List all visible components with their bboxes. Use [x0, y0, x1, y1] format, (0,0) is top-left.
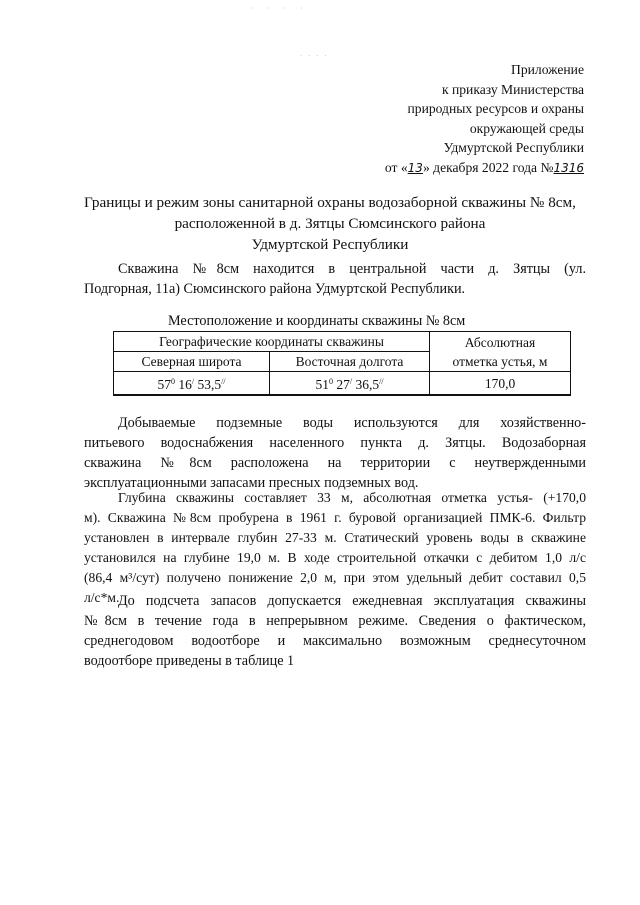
- header-geo-coords: Географические координаты скважины: [114, 332, 430, 352]
- table-caption: Местоположение и координаты скважины № 8см: [168, 313, 466, 329]
- paragraph-operation: До подсчета запасов допускается ежедневная эксплуатация скважины №8см в течение года в непрерывном режиме. Сведения о фактическом, среднегодовом водоотборе и максимально возможным среднесуточном водоотборе приведены в таблице 1: [84, 593, 586, 669]
- annex-line: окружающей среды: [469, 120, 584, 136]
- header-abs-mark: Абсолютная отметка устья, м: [430, 332, 571, 372]
- cell-abs-mark: 170,0: [430, 372, 571, 396]
- handwritten-order-number: 1316: [553, 160, 584, 175]
- scan-artifact: · · · ·: [250, 4, 309, 13]
- handwritten-day: 13: [407, 160, 423, 175]
- paragraph-well-depth: Глубина скважины составляет 33 м, абсолютная отметка устья- (+170,0 м). Скважина №8см пробурена в 1961 г. буровой организацией ПМК-6. Фильтр установлен в интервале глубин 27-33 м. Статический уровень воды в скважине установился на глубине 19,0 м. В ходе строительной откачки с дебитом 1,0 л/с (86,4 м³/сут) получено понижение 2,0 м, при этом удельный дебит составил 0,5 л/с*м.: [84, 490, 586, 605]
- annex-header: [385, 60, 584, 178]
- coordinates-table: [113, 331, 571, 396]
- annex-line: Приложение: [511, 62, 584, 77]
- header-north-latitude: Северная широта: [114, 352, 270, 372]
- annex-line: к приказу Министерства: [441, 81, 584, 97]
- cell-east-longitude: $51^0$ 27/ 36,5//: [270, 372, 430, 396]
- paragraph-water-use: Добываемые подземные воды используются для хозяйственно- питьевого водоснабжения населенного пункта д. Зятцы. Водозаборная скважина №8см расположена на территории с неутвержденными эксплуатационными запасами пресных подземных вод.: [84, 415, 586, 491]
- cell-north-latitude: $57^0$ 16/ 53,5//: [114, 372, 270, 396]
- annex-line: природных ресурсов и охраны: [407, 101, 584, 116]
- document-title: Границы и режим зоны санитарной охраны водозаборной скважины № 8см, расположенной в д. Зятцы Сюмсинского района Удмуртской Республики: [84, 194, 576, 253]
- annex-line: Удмуртской Республики: [443, 140, 584, 155]
- paragraph-location: Скважина №8см находится в центральной части д. Зятцы (ул. Подгорная, 11а) Сюмсинского района Удмуртской Республики.: [84, 261, 586, 297]
- header-east-longitude: Восточная долгота: [270, 352, 430, 372]
- scan-artifact: · · · ·: [300, 52, 329, 60]
- annex-date-line: от «13» декабря 2022 года №1316: [384, 159, 584, 175]
